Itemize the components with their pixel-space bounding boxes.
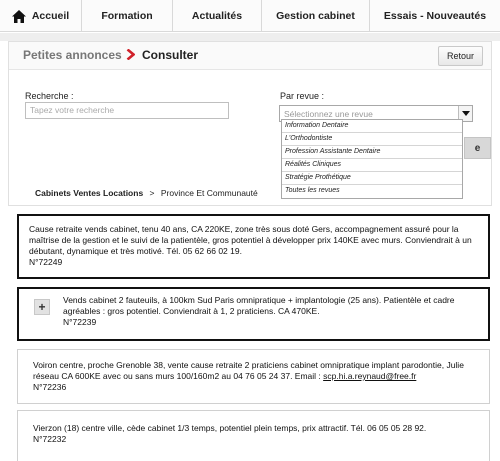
breadcrumb — [35, 188, 258, 198]
listing-item[interactable] — [17, 287, 490, 341]
chevron-right-icon — [126, 49, 135, 60]
nav-item-accueil[interactable] — [0, 0, 82, 32]
retour-button[interactable]: Retour — [438, 46, 483, 66]
listing-text-wrap — [33, 360, 479, 382]
nav-item-essais-nouveautes[interactable]: Essais - Nouveautés — [383, 10, 487, 22]
revue-select-value: Sélectionnez une revue — [284, 109, 373, 119]
submit-button[interactable]: e — [464, 137, 491, 159]
nav-item-gestion-cabinet[interactable]: Gestion cabinet — [262, 0, 370, 32]
listing-ref: N°72236 — [33, 382, 67, 392]
home-icon — [12, 10, 26, 23]
listing-email-link[interactable]: scp.hi.a.reynaud@free.fr — [323, 371, 417, 381]
listing-text: Cause retraite vends cabinet, tenu 40 ans, CA 220KE, zone très sous doté Gers, accompagnement assuré pour la maîtrise de la gestion et le suivi de la patientèle, gros potentiel à développer prix 140KE avec murs. Conviendrait à un débutant, dynamique et très motivé. Tél. 05 62 66 02 19. — [29, 224, 472, 256]
listing-item[interactable] — [17, 349, 490, 404]
listing-ref: N°72232 — [33, 434, 67, 444]
revue-option[interactable]: Toutes les revues — [285, 187, 340, 194]
nav-item-actualites[interactable]: Actualités — [173, 0, 262, 32]
listing-text: Voiron centre, proche Grenoble 38, vente cause retraite 2 praticiens cabinet omnipratique implant parodontie, Julie réseau CA 600KE avec ou sans murs 100/160m2 au 04 76 05 24 37. Email : — [33, 360, 464, 381]
revue-option[interactable]: Information Dentaire — [282, 120, 462, 133]
page-title: Consulter — [142, 48, 199, 62]
listing-text: Vends cabinet 2 fauteuils, à 100km Sud Paris omnipratique + implantologie (25 ans). Patientèle et cadre agréables : gros potentiel. Conviendrait à 1, 2 praticiens. CA 470KE. — [63, 295, 455, 316]
nav-item-formation[interactable]: Formation — [82, 0, 173, 32]
revue-option[interactable]: Stratégie Prothétique — [282, 172, 462, 185]
caret-down-icon — [462, 111, 470, 116]
breadcrumb-category[interactable]: Cabinets Ventes Locations — [35, 188, 144, 198]
listing-ref: N°72249 — [29, 257, 63, 267]
breadcrumb-separator: > — [149, 188, 155, 198]
revue-label: Par revue : — [280, 91, 325, 101]
listing-text: Vierzon (18) centre ville, cède cabinet 1/3 temps, potentiel plein temps, prix attractif. Tél. 06 05 05 28 92. — [33, 423, 427, 433]
search-label: Recherche : — [25, 91, 74, 101]
revue-option[interactable]: L'Orthodontiste — [282, 133, 462, 146]
revue-option[interactable]: Réalités Cliniques — [282, 159, 462, 172]
nav-label-accueil: Accueil — [31, 10, 70, 22]
page-header — [9, 42, 491, 70]
search-input[interactable]: Tapez votre recherche — [25, 102, 229, 119]
listing-item[interactable] — [17, 410, 490, 461]
revue-dropdown-list — [281, 119, 463, 199]
top-nav — [0, 0, 500, 32]
revue-option[interactable]: Profession Assistante Dentaire — [282, 146, 462, 159]
nav-spacer — [0, 33, 500, 41]
section-title[interactable]: Petites annonces — [23, 48, 122, 62]
breadcrumb-subcategory: Province Et Communauté — [160, 188, 258, 198]
listing-ref: N°72239 — [63, 317, 97, 327]
listing-item[interactable] — [17, 214, 490, 279]
expand-button[interactable]: + — [34, 299, 50, 315]
